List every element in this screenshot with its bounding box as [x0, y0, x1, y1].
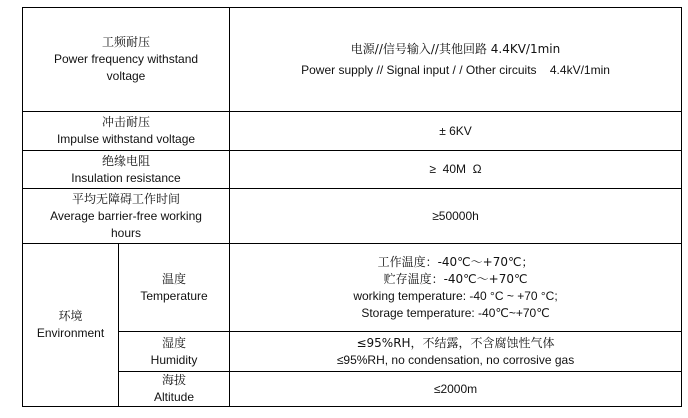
value-temperature: [230, 244, 682, 332]
label-humidity: [119, 332, 230, 372]
label-power-frequency: [23, 8, 230, 112]
label-cn: 平均无障碍工作时间: [72, 191, 181, 206]
value-line: working temperature: -40 °C ~ +70 °C;: [353, 288, 558, 303]
value-impulse: [230, 112, 682, 151]
label-cn: 湿度: [162, 335, 187, 350]
label-en: voltage: [106, 69, 146, 83]
label-cn: 温度: [162, 271, 187, 286]
value-text: ≤2000m: [433, 381, 478, 396]
label-cn: 环境: [58, 309, 83, 323]
label-environment: [23, 244, 119, 407]
label-altitude: [119, 372, 230, 407]
label-en: Average barrier-free working: [50, 208, 202, 223]
row-altitude: [23, 372, 682, 407]
label-cn: 工频耐压: [102, 35, 151, 49]
label-en: Impulse withstand voltage: [56, 132, 196, 146]
value-en: Power supply // Signal input / / Other circuits 4.4kV/1min: [301, 62, 610, 77]
row-power-frequency: [23, 8, 682, 112]
value-text: ≥50000h: [432, 208, 479, 223]
label-en: Environment: [36, 326, 105, 340]
value-insulation: [230, 151, 682, 189]
label-cn: 海拔: [162, 373, 187, 387]
label-en: Insulation resistance: [71, 170, 181, 185]
value-mtbf: [230, 189, 682, 244]
label-insulation: [23, 151, 230, 189]
value-line: Storage temperature: -40℃~+70℃: [361, 305, 550, 320]
row-impulse: [23, 112, 682, 151]
value-power-frequency: [230, 8, 682, 112]
label-temperature: [119, 244, 230, 332]
value-altitude: [230, 372, 682, 407]
value-humidity: [230, 332, 682, 372]
spec-table: [22, 7, 682, 407]
label-impulse: [23, 112, 230, 151]
row-insulation: [23, 151, 682, 189]
label-cn: 冲击耐压: [102, 115, 151, 129]
label-en: Power frequency withstand: [53, 52, 199, 66]
value-text: ≥ 40M Ω: [429, 162, 482, 176]
label-en: hours: [110, 225, 142, 240]
value-en: ≤95%RH, no condensation, no corrosive gas: [336, 352, 575, 367]
value-cn: ≤95%RH，不结露，不含腐蚀性气体: [356, 335, 555, 350]
label-en: Humidity: [150, 352, 198, 367]
label-en: Temperature: [140, 288, 208, 303]
label-mtbf: [23, 189, 230, 244]
row-humidity: [23, 332, 682, 372]
value-text: ± 6KV: [439, 123, 472, 138]
label-en: Altitude: [153, 390, 195, 404]
value-line: 贮存温度：-40℃～+70℃: [383, 271, 528, 286]
value-cn: 电源//信号输入//其他回路 4.4KV/1min: [350, 41, 561, 56]
row-mtbf: [23, 189, 682, 244]
row-temperature: [23, 244, 682, 332]
label-cn: 绝缘电阻: [102, 153, 151, 168]
value-line: 工作温度：-40℃～+70℃；: [377, 254, 534, 269]
